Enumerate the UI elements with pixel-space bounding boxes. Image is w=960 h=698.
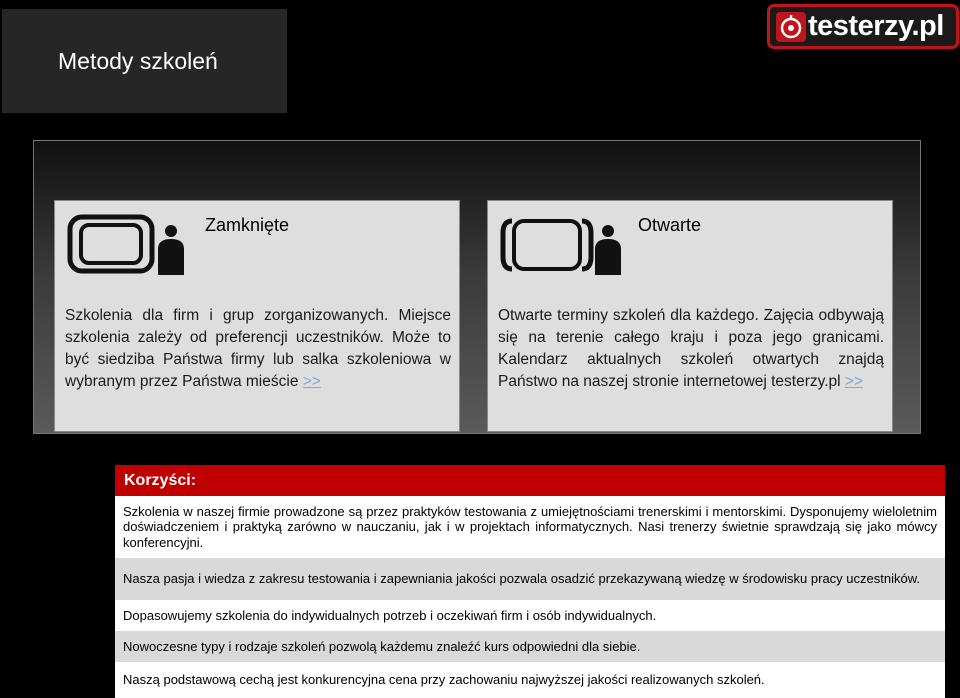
- benefit-row: Naszą podstawową cechą jest konkurencyjna cena przy zachowaniu najwyższej jakości realizowanych szkoleń.: [115, 662, 945, 698]
- closed-training-card: [54, 200, 460, 432]
- closed-training-title: Zamknięte: [205, 215, 290, 235]
- benefit-row: Dopasowujemy szkolenia do indywidualnych potrzeb i oczekiwań firm i osób indywidualnych.: [115, 600, 945, 631]
- benefit-row: Szkolenia w naszej firmie prowadzone są przez praktyków testowania z umiejętnościami trenerskimi i mentorskimi. Dysponujemy wieloletnim doświadczeniem i praktyką zarówno w nauczaniu, jak i w projektach informatycznych. Nasi trenerzy świetnie sprawdzają się jako mówcy konferencyjni.: [115, 496, 945, 558]
- training-methods-panel: [33, 140, 921, 434]
- closed-training-icon: [67, 211, 193, 277]
- slide-title: Metody szkoleń: [58, 47, 218, 74]
- benefits-header: Korzyści:: [115, 465, 945, 496]
- open-training-icon: [500, 211, 630, 277]
- testerzy-logo[interactable]: [767, 4, 959, 49]
- benefit-row: Nowoczesne typy i rodzaje szkoleń pozwolą każdemu znaleźć kurs odpowiedni dla siebie.: [115, 631, 945, 662]
- target-icon: [776, 12, 806, 42]
- benefits-table: [115, 465, 945, 698]
- closed-training-description: Szkolenia dla firm i grup zorganizowanych. Miejsce szkolenia zależy od preferencji uczestników. Może to być siedziba Państwa firmy lub salka szkoleniowa w wybranym przez Państwa mieście >>: [65, 307, 451, 390]
- slide-title-box: [2, 9, 287, 113]
- closed-training-more-link[interactable]: >>: [302, 373, 321, 390]
- benefit-row: Nasza pasja i wiedza z zakresu testowania i zapewniania jakości pozwala osadzić przekazywaną wiedzę w środowisku pracy uczestników.: [115, 558, 945, 600]
- logo-text: testerzy.pl: [808, 10, 944, 42]
- open-training-description: Otwarte terminy szkoleń dla każdego. Zajęcia odbywają się na terenie całego kraju i poza jego granicami. Kalendarz aktualnych szkoleń otwartych znajdą Państwo na naszej stronie internetowej testerzy.pl >>: [498, 307, 884, 390]
- open-training-card: [487, 200, 893, 432]
- open-training-more-link[interactable]: >>: [844, 373, 864, 390]
- open-training-title: Otwarte: [638, 215, 702, 235]
